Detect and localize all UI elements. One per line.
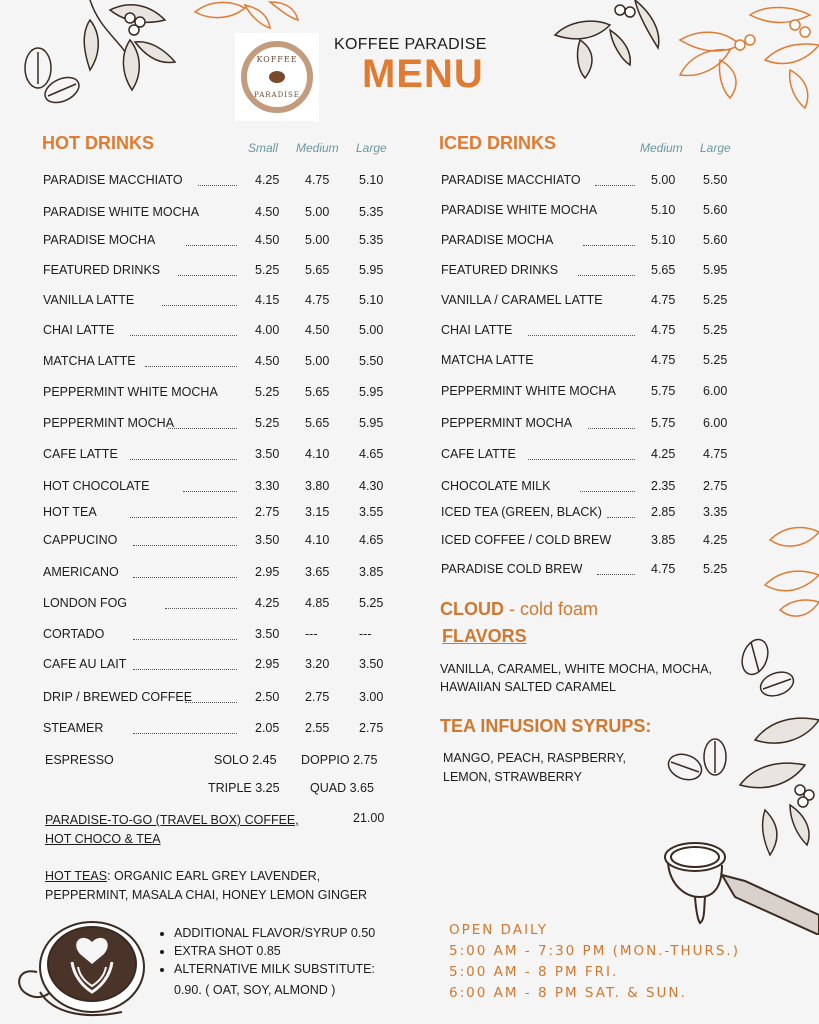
- hot-size-large: Large: [356, 141, 387, 155]
- logo-text-top: KOFFEE: [256, 55, 298, 64]
- hot-price-medium: 3.65: [305, 565, 330, 579]
- hot-item-name: AMERICANO: [43, 565, 119, 579]
- espresso-solo: SOLO 2.45: [214, 753, 277, 767]
- cloud-bold: CLOUD: [440, 599, 504, 619]
- to-go-line2: HOT CHOCO & TEA: [45, 832, 161, 846]
- iced-item-name: PARADISE COLD BREW: [441, 562, 583, 576]
- hot-price-large: ---: [359, 627, 372, 641]
- leader-dots: [198, 185, 237, 186]
- hot-price-large: 5.10: [359, 293, 384, 307]
- leader-dots: [168, 428, 237, 429]
- hot-price-small: 5.25: [255, 416, 280, 430]
- hot-price-medium: 3.80: [305, 479, 330, 493]
- hot-price-medium: 5.65: [305, 263, 330, 277]
- iced-item-name: PARADISE MOCHA: [441, 233, 554, 247]
- hot-item-name: FEATURED DRINKS: [43, 263, 161, 277]
- espresso-quad: QUAD 3.65: [310, 781, 374, 795]
- leader-dots: [162, 305, 237, 306]
- hot-item-name: CHAI LATTE: [43, 323, 115, 337]
- iced-price-medium: 4.75: [651, 323, 676, 337]
- leader-dots: [528, 335, 635, 336]
- iced-price-medium: 5.00: [651, 173, 676, 187]
- hours-fri: 5:00 AM - 8 PM FRI.: [449, 964, 619, 980]
- hot-size-medium: Medium: [296, 141, 339, 155]
- tea-syrups-title: TEA INFUSION SYRUPS:: [440, 716, 652, 736]
- iced-price-medium: 4.75: [651, 293, 676, 307]
- espresso-triple: TRIPLE 3.25: [208, 781, 280, 795]
- hot-price-medium: 4.75: [305, 173, 330, 187]
- hot-price-small: 3.30: [255, 479, 280, 493]
- cloud-rest: - cold foam: [504, 599, 599, 619]
- iced-item-name: ICED COFFEE / COLD BREW: [441, 533, 612, 547]
- hot-price-medium: 3.15: [305, 505, 330, 519]
- iced-price-large: 5.25: [703, 353, 728, 367]
- iced-price-medium: 4.75: [651, 353, 676, 367]
- iced-item-name: ICED TEA (GREEN, BLACK): [441, 505, 602, 519]
- iced-price-medium: 2.85: [651, 505, 676, 519]
- hot-teas-label: HOT TEAS: [45, 869, 108, 883]
- espresso-name: ESPRESSO: [45, 753, 114, 767]
- iced-price-medium: 2.35: [651, 479, 676, 493]
- extra-flavor: • ADDITIONAL FLAVOR/SYRUP 0.50: [174, 924, 375, 942]
- hot-price-small: 4.50: [255, 233, 280, 247]
- iced-price-medium: 4.25: [651, 447, 676, 461]
- hot-price-large: 5.35: [359, 233, 384, 247]
- hot-price-large: 5.95: [359, 416, 384, 430]
- hot-price-large: 5.95: [359, 263, 384, 277]
- iced-price-large: 6.00: [703, 384, 728, 398]
- hot-price-small: 3.50: [255, 627, 280, 641]
- iced-item-name: CHOCOLATE MILK: [441, 479, 551, 493]
- hot-item-name: LONDON FOG: [43, 596, 128, 610]
- hot-price-small: 4.50: [255, 205, 280, 219]
- iced-item-name: PARADISE MACCHIATO: [441, 173, 581, 187]
- iced-price-large: 4.75: [703, 447, 728, 461]
- iced-item-name: FEATURED DRINKS: [441, 263, 559, 277]
- hot-price-small: 2.95: [255, 565, 280, 579]
- iced-item-name: PEPPERMINT WHITE MOCHA: [441, 384, 616, 398]
- extra-milk: • ALTERNATIVE MILK SUBSTITUTE:: [174, 960, 375, 978]
- leader-dots: [178, 275, 237, 276]
- iced-price-large: 5.25: [703, 323, 728, 337]
- leader-dots: [528, 459, 635, 460]
- hot-price-large: 5.35: [359, 205, 384, 219]
- hot-price-small: 4.25: [255, 173, 280, 187]
- hot-price-small: 5.25: [255, 263, 280, 277]
- leader-dots: [580, 491, 635, 492]
- hot-item-name: HOT CHOCOLATE: [43, 479, 150, 493]
- iced-price-large: 3.35: [703, 505, 728, 519]
- hot-price-medium: 5.00: [305, 205, 330, 219]
- hot-price-medium: 5.65: [305, 416, 330, 430]
- hot-size-small: Small: [248, 141, 279, 155]
- hours-block: [449, 920, 740, 1004]
- iced-item-name: CAFE LATTE: [441, 447, 516, 461]
- hot-price-small: 2.50: [255, 690, 280, 704]
- leader-dots: [597, 574, 635, 575]
- hot-item-name: PARADISE MACCHIATO: [43, 173, 183, 187]
- extra-shot: • EXTRA SHOT 0.85: [174, 942, 375, 960]
- hot-price-large: 4.65: [359, 447, 384, 461]
- hot-item-name: HOT TEA: [43, 505, 97, 519]
- hot-price-medium: 5.00: [305, 354, 330, 368]
- iced-item-name: CHAI LATTE: [441, 323, 513, 337]
- hot-price-medium: 2.55: [305, 721, 330, 735]
- to-go-price: 21.00: [353, 811, 385, 825]
- hot-item-name: CAFE LATTE: [43, 447, 118, 461]
- flavors-title: FLAVORS: [442, 626, 527, 646]
- hot-price-medium: 4.75: [305, 293, 330, 307]
- leader-dots: [130, 335, 237, 336]
- hours-title: OPEN DAILY: [449, 922, 549, 938]
- leader-dots: [578, 275, 635, 276]
- iced-price-large: 5.60: [703, 233, 728, 247]
- hot-price-small: 3.50: [255, 533, 280, 547]
- flavors-line2: HAWAIIAN SALTED CARAMEL: [440, 680, 616, 694]
- leader-dots: [130, 459, 237, 460]
- coffee-beans-illustration-right: [735, 632, 805, 702]
- hot-price-medium: 4.85: [305, 596, 330, 610]
- hot-item-name: PARADISE MOCHA: [43, 233, 156, 247]
- iced-price-medium: 3.85: [651, 533, 676, 547]
- iced-item-name: VANILLA / CARAMEL LATTE: [441, 293, 603, 307]
- hot-item-name: PEPPERMINT WHITE MOCHA: [43, 385, 218, 399]
- hot-price-small: 2.95: [255, 657, 280, 671]
- hot-item-name: CAPPUCINO: [43, 533, 118, 547]
- iced-price-medium: 5.75: [651, 384, 676, 398]
- leader-dots: [133, 733, 237, 734]
- hot-teas-text1: : ORGANIC EARL GREY LAVENDER,: [107, 869, 321, 883]
- to-go-line1: PARADISE-TO-GO (TRAVEL BOX) COFFEE,: [45, 813, 299, 827]
- hot-item-name: DRIP / BREWED COFFEE: [43, 690, 193, 704]
- leader-dots: [186, 245, 237, 246]
- leader-dots: [595, 185, 635, 186]
- hot-price-large: 5.10: [359, 173, 384, 187]
- hot-price-large: 5.95: [359, 385, 384, 399]
- iced-price-large: 5.25: [703, 562, 728, 576]
- coffee-beans-illustration-mid-right: [665, 732, 735, 792]
- leader-dots: [130, 517, 237, 518]
- brand-logo: [235, 33, 319, 121]
- hot-price-medium: 4.50: [305, 323, 330, 337]
- iced-price-large: 5.50: [703, 173, 728, 187]
- leader-dots: [133, 669, 237, 670]
- hot-price-medium: 4.10: [305, 447, 330, 461]
- hot-price-small: 2.75: [255, 505, 280, 519]
- hot-item-name: CORTADO: [43, 627, 105, 641]
- hot-price-medium: ---: [305, 627, 318, 641]
- leader-dots: [145, 366, 237, 367]
- leader-dots: [133, 639, 237, 640]
- flavors-line1: VANILLA, CARAMEL, WHITE MOCHA, MOCHA,: [440, 662, 713, 676]
- hot-price-large: 4.30: [359, 479, 384, 493]
- extra-milk-line2: 0.90. ( OAT, SOY, ALMOND ): [174, 983, 336, 997]
- leader-dots: [183, 491, 237, 492]
- espresso-doppio: DOPPIO 2.75: [301, 753, 378, 767]
- hot-price-large: 5.25: [359, 596, 384, 610]
- leader-dots: [588, 428, 635, 429]
- hot-item-name: PARADISE WHITE MOCHA: [43, 205, 200, 219]
- hot-price-large: 5.50: [359, 354, 384, 368]
- iced-price-medium: 4.75: [651, 562, 676, 576]
- iced-size-large: Large: [700, 141, 731, 155]
- iced-price-large: 5.25: [703, 293, 728, 307]
- hot-price-large: 3.55: [359, 505, 384, 519]
- iced-price-large: 6.00: [703, 416, 728, 430]
- hot-item-name: PEPPERMINT MOCHA: [43, 416, 175, 430]
- hot-price-medium: 3.20: [305, 657, 330, 671]
- iced-item-name: PARADISE WHITE MOCHA: [441, 203, 598, 217]
- hot-price-medium: 5.00: [305, 233, 330, 247]
- iced-item-name: PEPPERMINT MOCHA: [441, 416, 573, 430]
- hot-price-large: 4.65: [359, 533, 384, 547]
- leader-dots: [165, 608, 237, 609]
- iced-drinks-title: ICED DRINKS: [439, 133, 557, 153]
- hot-price-large: 3.50: [359, 657, 384, 671]
- logo-text-bottom: PARADISE: [254, 91, 300, 99]
- hot-item-name: MATCHA LATTE: [43, 354, 136, 368]
- hot-teas-line1: [45, 867, 320, 885]
- coffee-bean-icon: [269, 71, 285, 83]
- cloud-heading: [440, 599, 598, 620]
- iced-item-name: MATCHA LATTE: [441, 353, 534, 367]
- hot-price-large: 3.85: [359, 565, 384, 579]
- leader-dots: [133, 577, 237, 578]
- hours-sat-sun: 6:00 AM - 8 PM SAT. & SUN.: [449, 985, 687, 1001]
- coffee-branch-illustration-top-left: [10, 0, 200, 110]
- hours-mon-thurs: 5:00 AM - 7:30 PM (MON.-THURS.): [449, 943, 740, 959]
- coffee-branch-illustration-top-right: [550, 0, 819, 110]
- hot-price-small: 4.00: [255, 323, 280, 337]
- iced-price-medium: 5.10: [651, 233, 676, 247]
- hot-price-large: 3.00: [359, 690, 384, 704]
- leader-dots: [583, 245, 635, 246]
- hot-price-medium: 4.10: [305, 533, 330, 547]
- iced-price-large: 5.95: [703, 263, 728, 277]
- iced-price-medium: 5.75: [651, 416, 676, 430]
- hot-teas-line2: PEPPERMINT, MASALA CHAI, HONEY LEMON GINGER: [45, 888, 368, 902]
- coffee-leaves-illustration-right-orange: [760, 520, 819, 640]
- hot-price-medium: 2.75: [305, 690, 330, 704]
- hot-price-small: 5.25: [255, 385, 280, 399]
- leader-dots: [185, 702, 237, 703]
- coffee-branch-illustration-top-orange: [190, 0, 300, 30]
- iced-price-medium: 5.10: [651, 203, 676, 217]
- tea-syrups-line2: LEMON, STRAWBERRY: [443, 770, 582, 784]
- tea-syrups-line1: MANGO, PEACH, RASPBERRY,: [443, 751, 626, 765]
- hot-price-large: 2.75: [359, 721, 384, 735]
- hot-price-large: 5.00: [359, 323, 384, 337]
- leader-dots: [607, 517, 635, 518]
- iced-price-medium: 5.65: [651, 263, 676, 277]
- brand-name: KOFFEE PARADISE: [334, 36, 487, 53]
- hot-price-small: 4.25: [255, 596, 280, 610]
- hot-item-name: CAFE AU LAIT: [43, 657, 127, 671]
- extras-list: [156, 924, 375, 978]
- iced-price-large: 4.25: [703, 533, 728, 547]
- iced-price-large: 2.75: [703, 479, 728, 493]
- hot-price-small: 4.50: [255, 354, 280, 368]
- hot-price-small: 3.50: [255, 447, 280, 461]
- hot-item-name: VANILLA LATTE: [43, 293, 135, 307]
- hot-item-name: STEAMER: [43, 721, 104, 735]
- iced-price-large: 5.60: [703, 203, 728, 217]
- iced-size-medium: Medium: [640, 141, 683, 155]
- leader-dots: [133, 545, 237, 546]
- hot-price-small: 2.05: [255, 721, 280, 735]
- menu-title: MENU: [362, 52, 484, 96]
- hot-drinks-title: HOT DRINKS: [42, 133, 154, 153]
- latte-cup-illustration: [12, 912, 150, 1024]
- hot-price-medium: 5.65: [305, 385, 330, 399]
- hot-price-small: 4.15: [255, 293, 280, 307]
